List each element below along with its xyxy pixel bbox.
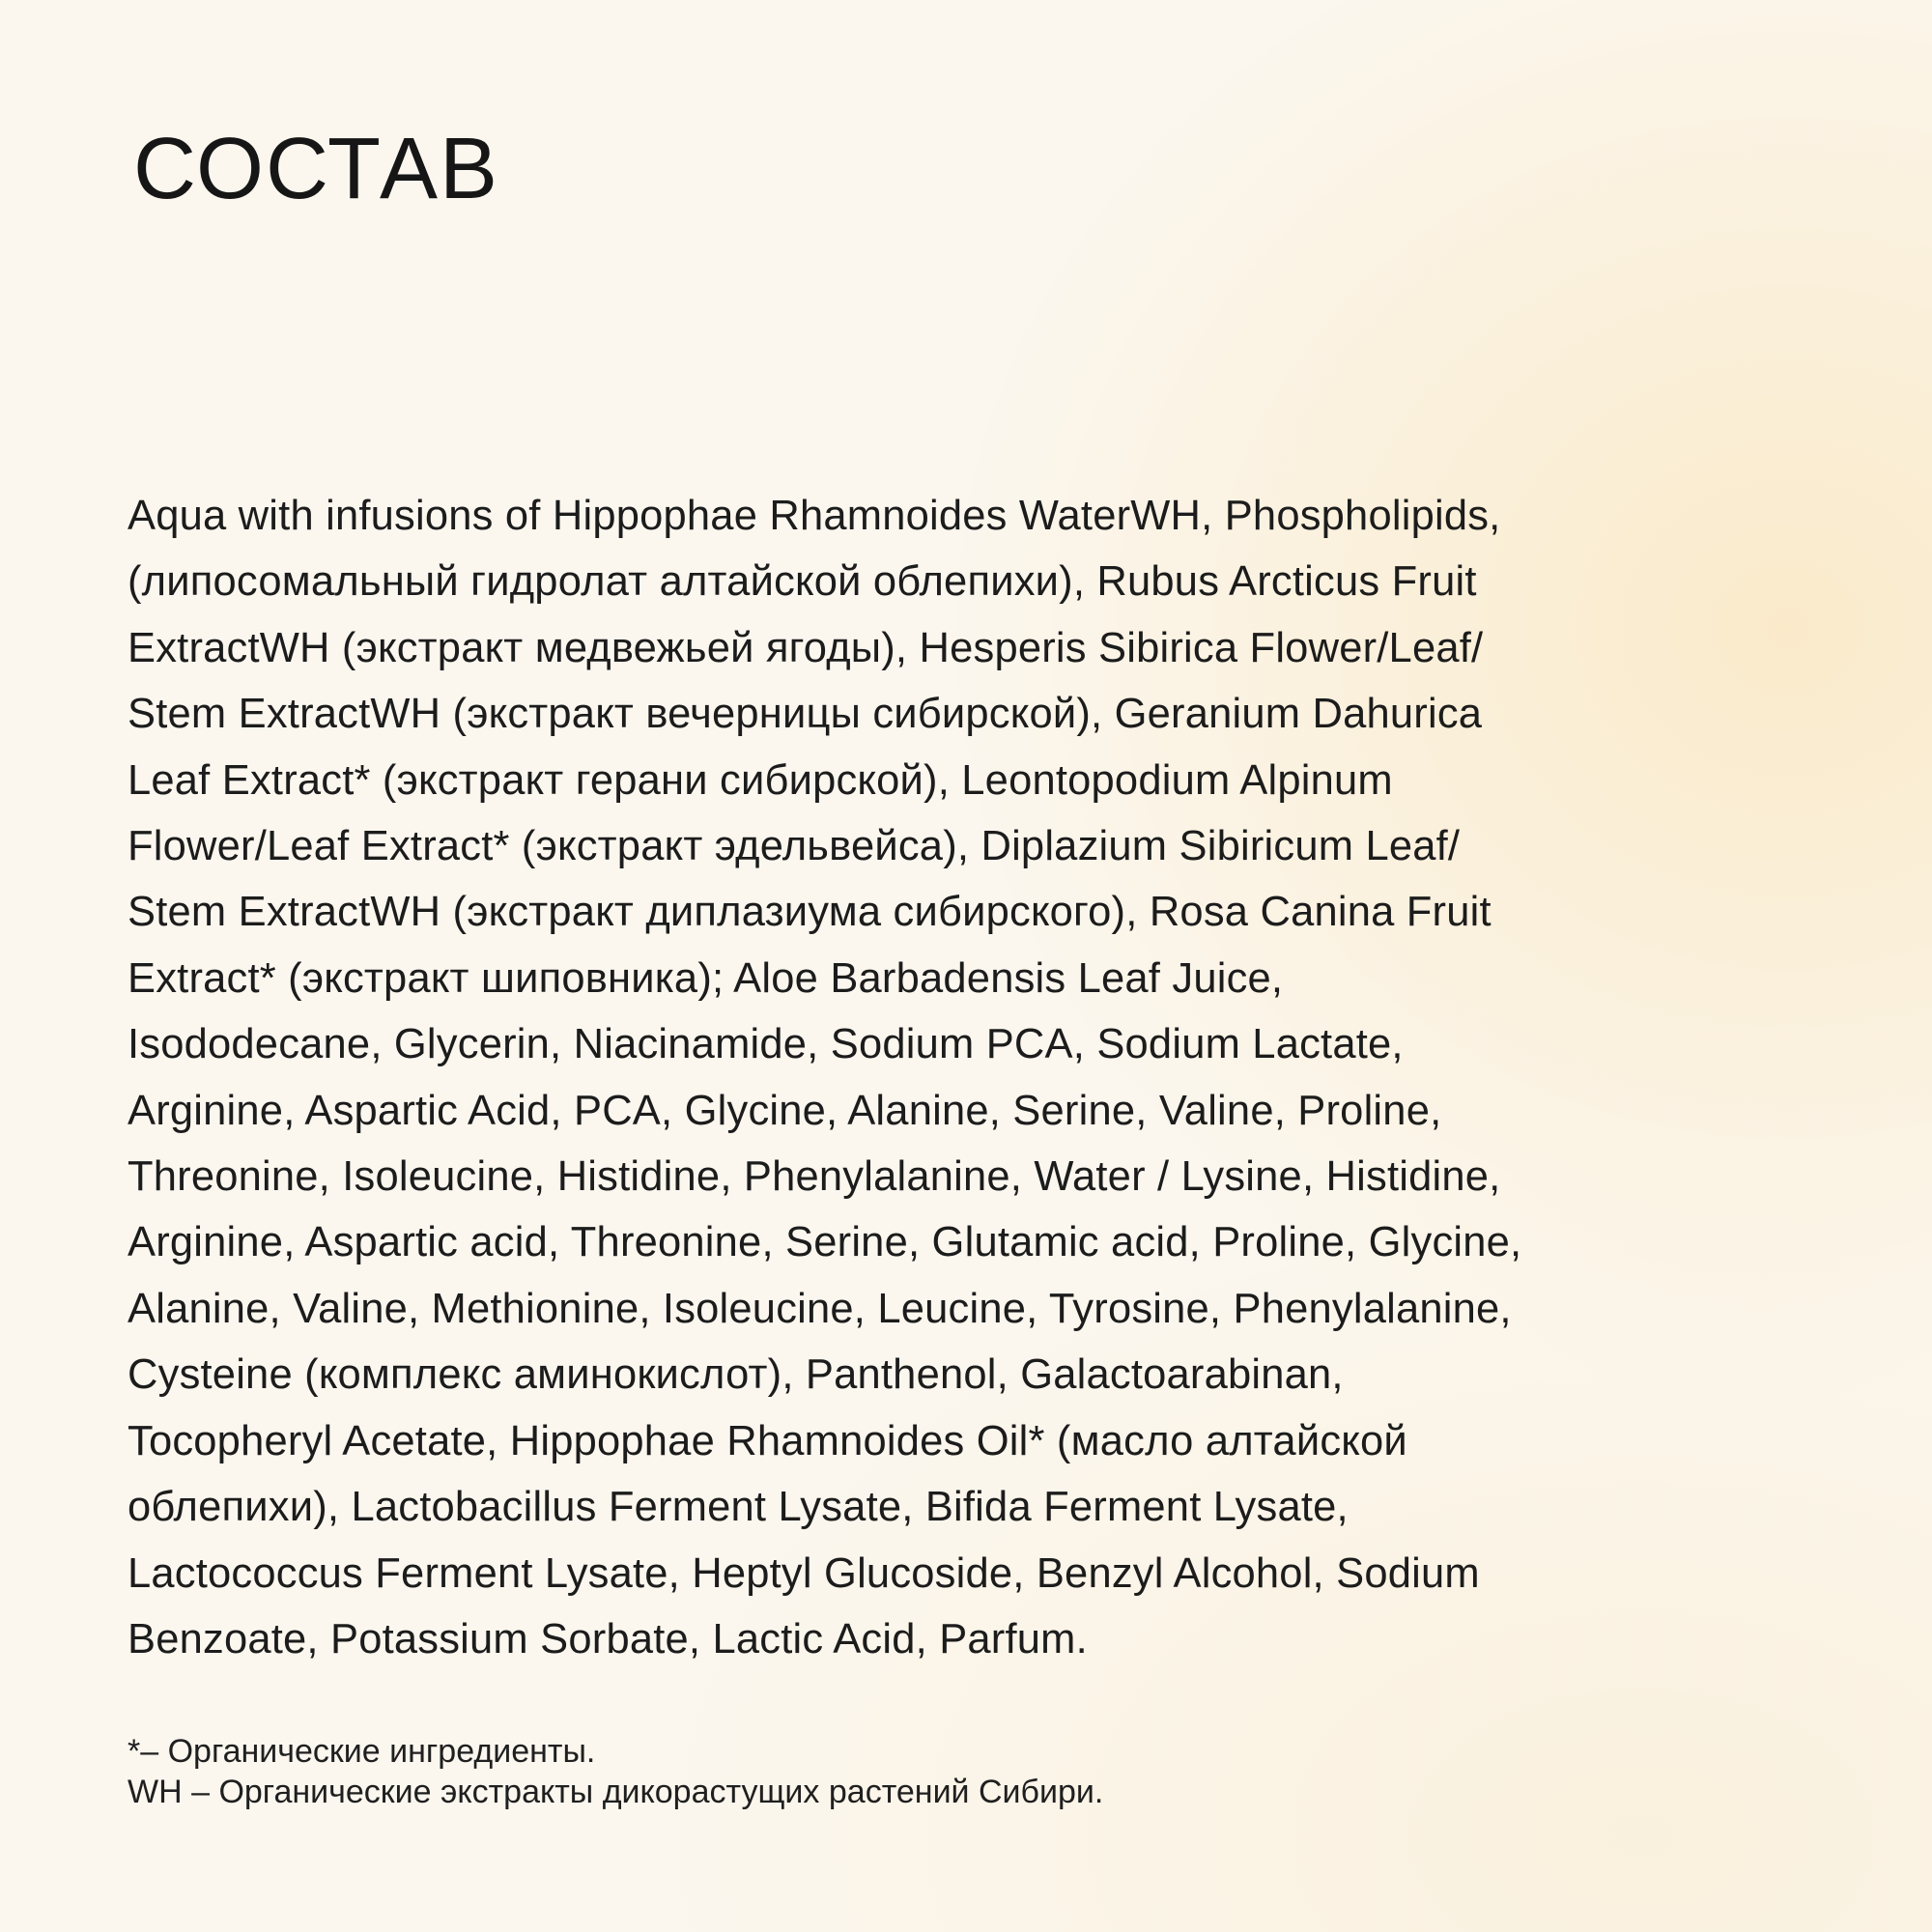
footnote-organic: *– Органические ингредиенты. xyxy=(128,1733,596,1770)
footnote-wild-harvested: WH – Органические экстракты дикорастущих растений Сибири. xyxy=(128,1774,1104,1810)
ingredients-line: (липосомальный гидролат алтайской облепихи), Rubus Arcticus Fruit xyxy=(128,558,1477,606)
footnotes xyxy=(128,1731,1103,1812)
ingredients-line: Arginine, Aspartic acid, Threonine, Serine, Glutamic acid, Proline, Glycine, xyxy=(128,1219,1522,1266)
ingredients-line: Arginine, Aspartic Acid, PCA, Glycine, Alanine, Serine, Valine, Proline, xyxy=(128,1087,1442,1134)
ingredients-line: Stem ExtractWH (экстракт диплазиума сибирского), Rosa Canina Fruit xyxy=(128,889,1492,936)
ingredients-line: Aqua with infusions of Hippophae Rhamnoides WaterWH, Phospholipids, xyxy=(128,493,1501,539)
ingredients-line: Leaf Extract* (экстракт герани сибирской), Leontopodium Alpinum xyxy=(128,756,1393,804)
ingredients-line: Alanine, Valine, Methionine, Isoleucine, Leucine, Tyrosine, Phenylalanine, xyxy=(128,1285,1512,1332)
ingredients-line: Stem ExtractWH (экстракт вечерницы сибирской), Geranium Dahurica xyxy=(128,691,1483,738)
ingredients-line: Isododecane, Glycerin, Niacinamide, Sodium PCA, Sodium Lactate, xyxy=(128,1021,1404,1068)
ingredients-line: Threonine, Isoleucine, Histidine, Phenylalanine, Water / Lysine, Histidine, xyxy=(128,1153,1501,1201)
ingredients-line: Flower/Leaf Extract* (экстракт эдельвейса), Diplazium Sibiricum Leaf/ xyxy=(128,823,1461,870)
page-title: СОСТАВ xyxy=(133,121,500,217)
ingredients-list xyxy=(128,483,1828,1672)
ingredients-line: Benzoate, Potassium Sorbate, Lactic Acid, Parfum. xyxy=(128,1615,1088,1662)
ingredients-line: Lactococcus Ferment Lysate, Heptyl Glucoside, Benzyl Alcohol, Sodium xyxy=(128,1549,1480,1597)
ingredients-line: Cysteine (комплекс аминокислот), Panthenol, Galactoarabinan, xyxy=(128,1351,1344,1399)
ingredients-line: Tocopheryl Acetate, Hippophae Rhamnoides Oil* (масло алтайской xyxy=(128,1417,1407,1464)
ingredients-line: ExtractWH (экстракт медвежьей ягоды), Hesperis Sibirica Flower/Leaf/ xyxy=(128,624,1484,671)
ingredients-line: облепихи), Lactobacillus Ferment Lysate, Bifida Ferment Lysate, xyxy=(128,1484,1349,1531)
ingredients-line: Extract* (экстракт шиповника); Aloe Barbadensis Leaf Juice, xyxy=(128,954,1284,1002)
